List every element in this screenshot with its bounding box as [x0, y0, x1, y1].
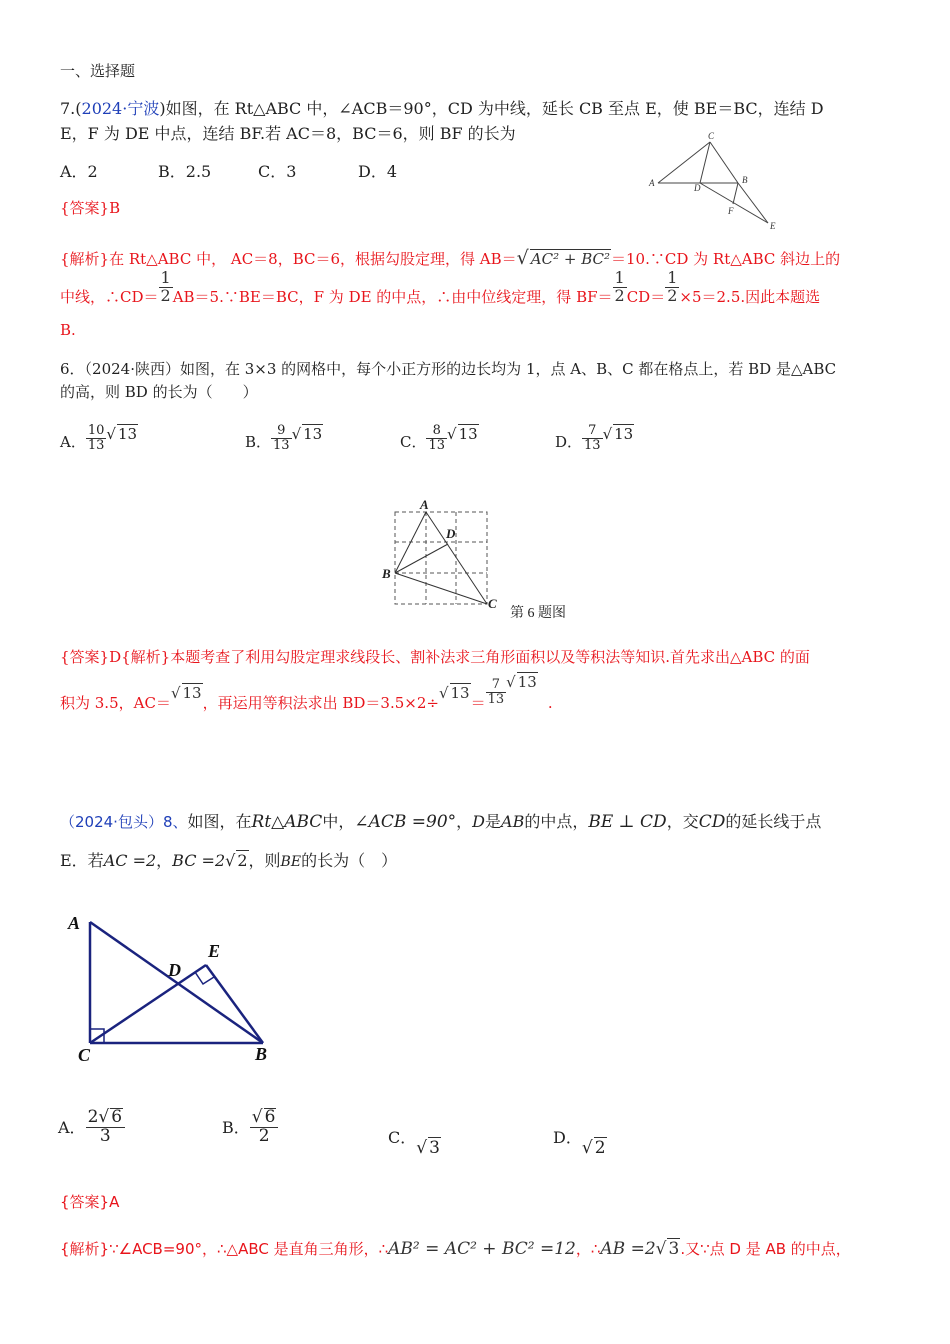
q6-line2: 的高，则 BD 的长为（ ）: [60, 383, 258, 401]
q8-option-a: A． $\frac{2√ 6}{3}$: [58, 1108, 125, 1146]
q6-option-c: C． $\frac{8}{13}$ √ 13: [400, 423, 478, 453]
q7-number: 7.(: [60, 99, 82, 118]
q6-line1: 6．（2024·陕西）如图，在 3×3 的网格中，每个小正方形的边长均为 1，点 A、B、C 都在格点上，若 BD 是△ABC: [60, 360, 837, 378]
section-title: 一、选择题: [60, 62, 136, 80]
q8-fig-label-a: A: [68, 913, 81, 933]
q8-solution: {解析}∵∠ACB=90°，∴△ABC 是直角三角形，∴AB² = AC² + BC² =12，∴AB =2√ 3.又∵点 D 是 AB 的中点，: [60, 1239, 851, 1259]
q6-fig-caption: 第 6 题图: [510, 606, 566, 621]
q7-sqrt-expr: AC² + BC²: [530, 250, 610, 268]
q8-fig-label-c: C: [78, 1045, 91, 1065]
q7-option-b: B．2.5: [158, 162, 212, 181]
q7-figure: [648, 128, 788, 232]
q7-option-c: C．3: [258, 162, 297, 181]
q7-fig-label-f: F: [728, 206, 734, 216]
q7-fig-label-b: B: [742, 175, 748, 185]
q8-line2: E．若AC =2，BC =2√ 2，则BE的长为（ ）: [60, 851, 398, 870]
q8-figure: [60, 905, 290, 1075]
q7-solution-line1: {解析}在 Rt△ABC 中， AC＝8，BC＝6，根据勾股定理，得 AB＝√ AC² + BC²＝10.∵CD 为 Rt△ABC 斜边上的: [60, 247, 841, 269]
q7-line1: [60, 96, 824, 119]
q6-fig-label-b: B: [382, 566, 391, 581]
q6-solution-line2: 积为 3.5，AC＝√ 13，再运用等积法求出 BD＝3.5×2÷√ 13＝ $\frac{7}{13}$ √ 13.: [60, 673, 553, 712]
q7-fig-label-c: C: [708, 131, 715, 141]
q8-option-b: B． $\frac{√ 6}{2}$: [222, 1108, 278, 1146]
q7-solution-line3: B.: [60, 321, 76, 339]
q6-fig-label-d: D: [446, 526, 456, 541]
q7-source-tag: 2024·宁波: [81, 99, 160, 118]
q6-fig-label-c: C: [488, 596, 497, 611]
q7-solution-line2: 中线，∴CD＝ $\frac{1}{2}$ AB＝5.∵BE＝BC，F 为 DE 的中点，∴由中位线定理，得 BF＝ $\frac{1}{2}$ CD＝ $\frac{1}{2}$ ×5＝2.5.因此本题选: [60, 268, 821, 306]
q7-option-a: A．2: [60, 162, 98, 181]
q7-fig-label-e: E: [770, 221, 776, 231]
q8-line1: （2024·包头）8、如图，在Rt△ABC中，∠ACB =90°，D是AB的中点，BE ⊥ CD，交CD的延长线于点: [60, 812, 822, 832]
q6-option-a: A． $\frac{10}{13}$ √ 13: [60, 423, 138, 453]
q6-solution-line1: {答案}D{解析}本题考查了利用勾股定理求线段长、割补法求三角形面积以及等积法等知识.首先求出△ABC 的面: [60, 648, 810, 666]
q7-text-1: )如图，在 Rt△ABC 中，∠ACB＝90°，CD 为中线，延长 CB 至点 E，使 BE＝BC，连结 D: [159, 99, 824, 118]
q7-option-d: D．4: [358, 162, 398, 181]
q7-answer: {答案}B: [60, 199, 121, 217]
q7-fig-label-a: A: [649, 178, 655, 188]
q7-line2: E，F 为 DE 中点，连结 BF.若 AC＝8，BC＝6，则 BF 的长为: [60, 124, 516, 143]
q6-figure: [380, 496, 580, 626]
q6-fig-label-a: A: [420, 497, 429, 512]
q8-source-tag: （2024·包头）8、: [60, 813, 188, 831]
q7-fig-label-d: D: [694, 183, 701, 193]
q8-fig-label-e: E: [208, 941, 221, 961]
q8-answer: {答案}A: [60, 1193, 120, 1211]
q6-option-b: B． $\frac{9}{13}$ √ 13: [245, 423, 323, 453]
q8-option-d: D．√ 2: [553, 1128, 606, 1158]
q6-option-d: D． $\frac{7}{13}$ √ 13: [555, 423, 634, 453]
q8-option-c: C．√ 3: [388, 1128, 440, 1158]
q8-fig-label-d: D: [168, 960, 181, 980]
q8-fig-label-b: B: [255, 1044, 268, 1064]
